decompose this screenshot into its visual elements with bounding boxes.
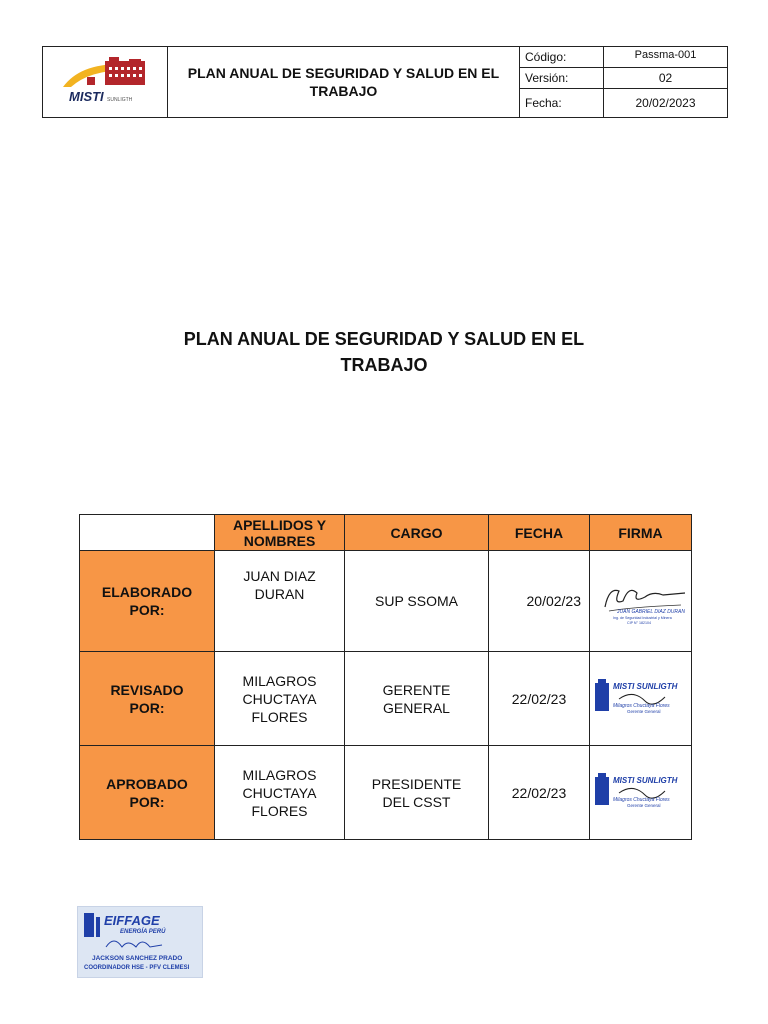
svg-text:CIP N° 182104: CIP N° 182104	[626, 621, 651, 625]
name-line2: DURAN	[254, 586, 305, 602]
header-title: PLAN ANUAL DE SEGURIDAD Y SALUD EN EL TRABAJO	[168, 47, 520, 117]
table-row	[80, 746, 692, 840]
svg-text:Milagros Chuctaya Flores: Milagros Chuctaya Flores	[612, 796, 670, 803]
name-cell	[215, 652, 345, 746]
row-label-line1: REVISADO	[110, 681, 184, 698]
company-stamp-icon	[593, 763, 689, 823]
name-line1: MILAGROS	[242, 672, 317, 689]
name-cell	[215, 551, 345, 652]
svg-text:ENERGÍA PERÚ: ENERGÍA PERÚ	[120, 929, 166, 935]
fecha-cell	[489, 652, 590, 746]
signature-cell	[590, 746, 692, 840]
cargo-cell	[345, 746, 489, 840]
fecha-cell	[489, 551, 590, 652]
cargo-line2: GENERAL	[383, 699, 450, 716]
header-blank-cell	[80, 515, 215, 551]
table-row	[80, 652, 692, 746]
document-header	[42, 46, 728, 118]
handwritten-signature-icon	[593, 577, 689, 625]
codigo-row	[520, 47, 727, 68]
eiffage-stamp	[77, 906, 203, 978]
fecha-value-row2: 22/02/23	[511, 690, 567, 707]
document-title	[120, 326, 648, 378]
codigo-label: Código:	[520, 47, 604, 67]
cargo-line1: GERENTE	[382, 681, 451, 698]
approval-table	[79, 514, 692, 840]
fecha-row	[520, 89, 727, 117]
fecha-label: Fecha:	[520, 89, 604, 117]
row-label-revisado	[80, 652, 215, 746]
row-label-line1: ELABORADO	[101, 584, 193, 600]
row-label-line2: POR:	[129, 699, 165, 716]
svg-text:COORDINADOR HSE - PFV CLEMESI: COORDINADOR HSE - PFV CLEMESI	[84, 965, 190, 971]
name-line1: JUAN DIAZ	[243, 568, 316, 584]
company-stamp-icon	[593, 669, 689, 729]
svg-text:Gerente General: Gerente General	[626, 802, 661, 808]
svg-text:JUAN GABRIEL DIAZ DURAN: JUAN GABRIEL DIAZ DURAN	[616, 609, 685, 615]
svg-text:MISTI SUNLIGTH: MISTI SUNLIGTH	[612, 681, 677, 691]
svg-text:Milagros Chuctaya Flores: Milagros Chuctaya Flores	[612, 702, 670, 709]
eiffage-stamp-icon	[78, 907, 202, 977]
svg-text:MISTI SUNLIGTH: MISTI SUNLIGTH	[612, 775, 677, 785]
header-meta	[520, 47, 727, 117]
name-line3: FLORES	[251, 802, 308, 819]
svg-text:MISTI: MISTI	[69, 89, 104, 104]
table-header-row	[80, 515, 692, 551]
cargo-cell	[345, 652, 489, 746]
row-label-elaborado	[80, 551, 215, 652]
cargo-line2: DEL CSST	[382, 793, 451, 810]
svg-text:EIFFAGE: EIFFAGE	[104, 913, 160, 928]
svg-text:JACKSON SANCHEZ PRADO: JACKSON SANCHEZ PRADO	[92, 955, 183, 962]
codigo-value: Passma-001	[634, 49, 697, 61]
row-label-aprobado	[80, 746, 215, 840]
cargo-cell	[345, 551, 489, 652]
name-cell	[215, 746, 345, 840]
version-row	[520, 68, 727, 89]
signature-cell	[590, 551, 692, 652]
company-logo	[43, 47, 168, 117]
version-label: Versión:	[520, 68, 604, 88]
version-value: 02	[658, 71, 673, 85]
name-line1: MILAGROS	[242, 766, 317, 783]
table-row	[80, 551, 692, 652]
name-line2: CHUCTAYA	[242, 690, 317, 707]
signature-cell	[590, 652, 692, 746]
header-cargo: CARGO	[345, 515, 489, 551]
fecha-value-row1: 20/02/23	[526, 593, 581, 609]
name-line2: CHUCTAYA	[242, 784, 317, 801]
fecha-value: 20/02/2023	[635, 96, 696, 110]
svg-text:Ing. de Seguridad Industrial y: Ing. de Seguridad Industrial y Minera	[612, 616, 672, 620]
row-label-line2: POR:	[129, 602, 165, 618]
svg-text:SUNLIGTH: SUNLIGTH	[107, 97, 133, 103]
document-title-line2: TRABAJO	[340, 355, 428, 375]
fecha-cell	[489, 746, 590, 840]
row-label-line2: POR:	[129, 793, 165, 810]
name-line3: FLORES	[251, 708, 308, 725]
cargo-line1: PRESIDENTE	[371, 775, 462, 792]
header-names-line2: NOMBRES	[243, 532, 316, 549]
document-title-line1: PLAN ANUAL DE SEGURIDAD Y SALUD EN EL	[183, 329, 585, 349]
header-firma: FIRMA	[590, 515, 692, 551]
header-fecha: FECHA	[489, 515, 590, 551]
header-names	[215, 515, 345, 551]
cargo-line1: SUP SSOMA	[375, 593, 458, 609]
header-names-line1: APELLIDOS Y	[232, 516, 327, 533]
svg-text:Gerente General: Gerente General	[626, 708, 661, 714]
fecha-value-row3: 22/02/23	[511, 784, 567, 801]
row-label-line1: APROBADO	[106, 775, 188, 792]
misti-logo-icon	[43, 47, 167, 117]
